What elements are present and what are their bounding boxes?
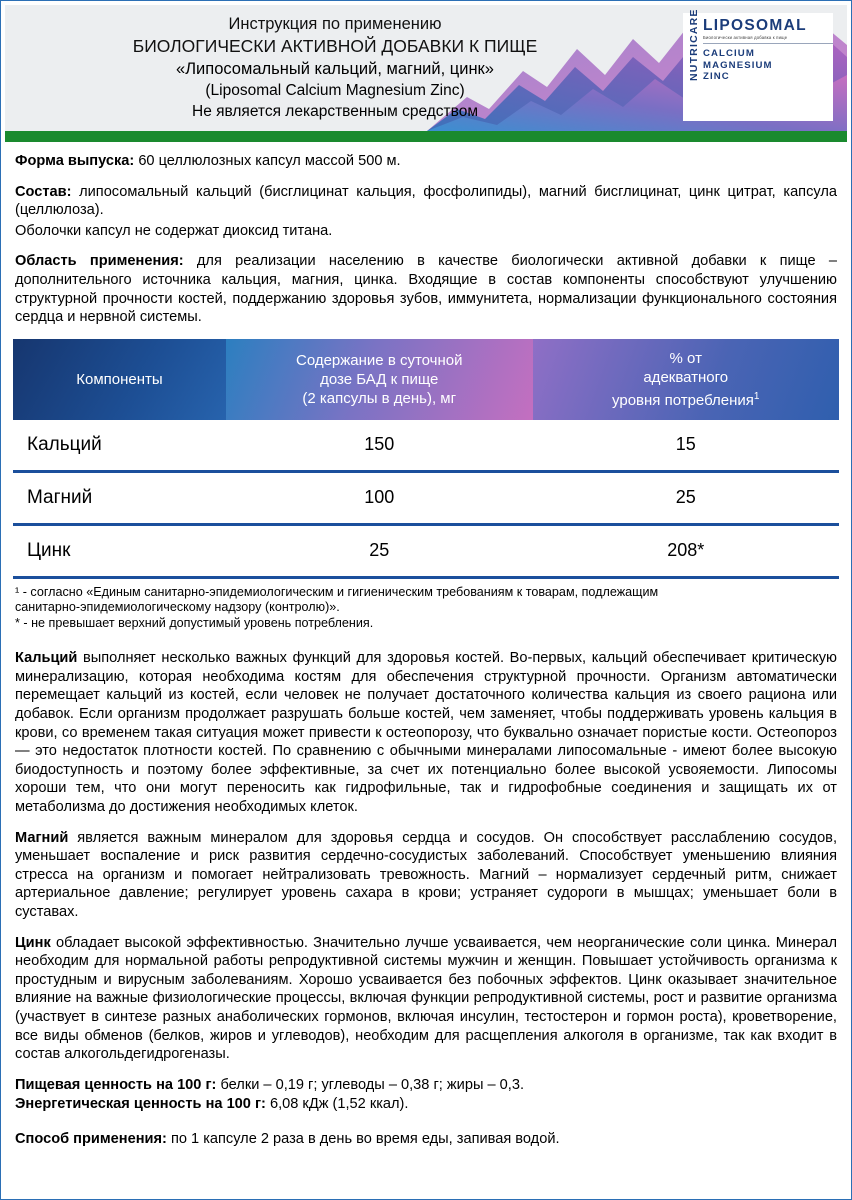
nutrition-table-head bbox=[13, 339, 839, 420]
document-footer-info bbox=[1, 1076, 851, 1149]
mineral-descriptions bbox=[1, 639, 851, 1063]
magnesium-label: Магний bbox=[15, 829, 69, 846]
nutrition-label: Пищевая ценность на 100 г: bbox=[15, 1076, 217, 1093]
zinc-text: обладает высокой эффективностью. Значительно лучше усваивается, чем неорганические соли цинка. Минерал необходим для нормальной работы репродуктивной системы мужчин и женщин. Повышает устойчивость организма к простудным и вирусным заболеваниям. Хорошо усваивается без побочных эффектов. Цинк оказывает значительное влияние на важные физиологические процессы, включая функции репродуктивной системы, рост и развитие организма (участвует в синтезе разных анаболических гормонов, включая инсулин, тестостерон и гормон роста), кроветворение, все виды обменов (белков, жиров и углеводов), необходим для расщепления алкоголя в организме, так как входит в состав алкогольдегидрогеназы. bbox=[15, 934, 837, 1063]
row-amount-zinc: 25 bbox=[226, 524, 533, 577]
green-separator-bar bbox=[5, 131, 847, 142]
calcium-paragraph bbox=[15, 649, 837, 816]
how-to-use-line bbox=[15, 1130, 837, 1149]
nutrition-table-wrap bbox=[13, 339, 839, 579]
table-header-row bbox=[13, 339, 839, 420]
document-body bbox=[1, 142, 851, 327]
energy-value: 6,08 кДж (1,52 ккал). bbox=[265, 1095, 409, 1112]
brand-vertical-wrap bbox=[683, 8, 703, 121]
row-name-zinc: Цинк bbox=[13, 524, 226, 577]
spacer bbox=[15, 1114, 837, 1122]
row-percent-zinc: 208* bbox=[533, 524, 840, 577]
brand-line-magnesium: MAGNESIUM bbox=[703, 59, 773, 71]
table-footnotes bbox=[1, 579, 851, 632]
brand-subtitle: Биологически активная добавка к пище bbox=[703, 35, 788, 40]
row-amount-magnesium: 100 bbox=[226, 471, 533, 524]
brand-ingredients bbox=[703, 48, 833, 83]
col-header-daily-dose bbox=[226, 339, 533, 420]
header-line-1: Инструкция по применению bbox=[228, 15, 442, 33]
brand-title: LIPOSOMAL bbox=[703, 17, 807, 34]
usage-area-value: для реализации населению в качестве биологически активной добавки к пище – дополнительного источника кальция, магния, цинка. Входящие в состав компоненты способствуют улучшению структурной прочности костей, поддержанию здоровья зубов, иммунитета, нормализации функционального состояния сердца и нервной системы. bbox=[15, 253, 837, 326]
energy-label: Энергетическая ценность на 100 г: bbox=[15, 1095, 266, 1112]
how-to-use-value: по 1 капсуле 2 раза в день во время еды, запивая водой. bbox=[166, 1130, 560, 1147]
header-title-block bbox=[15, 5, 655, 122]
brand-divider bbox=[703, 43, 833, 44]
col-header-percent-l3-text: уровня потребления bbox=[612, 391, 754, 409]
table-row bbox=[13, 524, 839, 577]
col-header-percent-l1: % от bbox=[669, 349, 702, 367]
form-paragraph bbox=[15, 152, 837, 171]
spacer bbox=[15, 1122, 837, 1130]
col-header-components: Компоненты bbox=[13, 339, 226, 420]
composition-extra: Оболочки капсул не содержат диоксид титана. bbox=[15, 222, 333, 239]
nutrition-value-line bbox=[15, 1076, 837, 1095]
calcium-text: выполняет несколько важных функций для здоровья костей. Во-первых, кальций обеспечивает критическую минерализацию, которая необходима костям для обеспечения структурной прочности. Организм автоматически перемещает кальций из костей, если человек не получает достаточного количества кальция из своего рациона или добавок. Если организм продолжает разрушать больше костей, чем заменяет, чтобы поддерживать уровень кальция в крови, со временем такая ситуация может привести к остеопорозу, что буквально означает пористые кости. Остеопороз — это недостаток плотности костей. По сравнению с обычными минералами липосомальные - имеют более высокую биодоступность и поэтому более эффективные, за счет их потенциально более высокой усвояемости. Липосомы хороши тем, что они могут переносить как гидрофильные, так и гидрофобные соединения и защищать их от метаболизма до достижения необходимых клеток. bbox=[15, 650, 837, 815]
brand-line-calcium: CALCIUM bbox=[703, 48, 755, 59]
brand-logo bbox=[683, 8, 833, 121]
magnesium-text: является важным минералом для здоровья сердца и сосудов. Он способствует расслаблению сосудов, уменьшает воспаление и риск развития сердечно-сосудистых заболеваний. Способствует уменьшению влияния стресса на организм и помогает нейтрализовать тревожность. Магний – нормализует сердечный ритм, снижает артериальное давление; регулирует уровень сахара в крови; устраняет судороги в мышцах; уменьшает боли в суставах. bbox=[15, 829, 837, 920]
col-header-daily-dose-l3: (2 капсулы в день), мг bbox=[302, 389, 457, 407]
col-header-percent-adequate bbox=[533, 339, 840, 420]
header-line-5: Не является лекарственным средством bbox=[192, 103, 478, 120]
footnote-marker-1: 1 bbox=[753, 390, 760, 402]
composition-value: липосомальный кальций (бисглицинат кальция, фосфолипиды), магний бисглицинат, цинк цитрат, капсула (целлюлоза). bbox=[15, 183, 837, 219]
how-to-use-label: Способ применения: bbox=[15, 1130, 167, 1147]
row-name-calcium: Кальций bbox=[13, 420, 226, 472]
brand-vertical-text: NUTRICARE bbox=[688, 8, 700, 81]
footnote-1-line-1: ¹ - согласно «Единым санитарно-эпидемиологическим и гигиеническим требованиям к товарам, подлежащим bbox=[15, 584, 659, 599]
row-percent-calcium: 15 bbox=[533, 420, 840, 472]
brand-main bbox=[703, 13, 833, 121]
nutrition-table-body bbox=[13, 420, 839, 578]
footnote-1-line-2: санитарно-эпидемиологическому надзору (контролю)». bbox=[15, 600, 340, 615]
row-name-magnesium: Магний bbox=[13, 471, 226, 524]
nutrition-value: белки – 0,19 г; углеводы – 0,38 г; жиры – 0,3. bbox=[216, 1076, 524, 1093]
col-header-daily-dose-l2: дозе БАД к пище bbox=[320, 370, 439, 388]
calcium-label: Кальций bbox=[15, 650, 78, 667]
form-value: 60 целлюлозных капсул массой 500 м. bbox=[134, 153, 401, 169]
composition-paragraph bbox=[15, 183, 837, 220]
usage-area-paragraph bbox=[15, 252, 837, 326]
composition-label: Состав: bbox=[15, 183, 72, 200]
col-header-percent-l3 bbox=[537, 387, 836, 410]
nutrition-table bbox=[13, 339, 839, 579]
magnesium-paragraph bbox=[15, 829, 837, 922]
form-label: Форма выпуска: bbox=[15, 153, 135, 169]
brand-line-zinc: ZINC bbox=[703, 71, 730, 82]
footnote-2: * - не превышает верхний допустимый уровень потребления. bbox=[15, 615, 374, 630]
zinc-label: Цинк bbox=[15, 934, 51, 951]
table-row bbox=[13, 471, 839, 524]
header-line-3: «Липосомальный кальций, магний, цинк» bbox=[176, 60, 494, 78]
table-row bbox=[13, 420, 839, 472]
zinc-paragraph bbox=[15, 934, 837, 1064]
energy-value-line bbox=[15, 1095, 837, 1114]
row-amount-calcium: 150 bbox=[226, 420, 533, 472]
usage-area-label: Область применения: bbox=[15, 253, 184, 270]
spacer bbox=[1, 631, 851, 639]
row-percent-magnesium: 25 bbox=[533, 471, 840, 524]
header-line-4: (Liposomal Calcium Magnesium Zinc) bbox=[205, 82, 465, 99]
document-header bbox=[5, 5, 847, 131]
col-header-percent-l2: адекватного bbox=[643, 368, 729, 386]
col-header-daily-dose-l1: Содержание в суточной bbox=[295, 351, 463, 369]
header-line-2: БИОЛОГИЧЕСКИ АКТИВНОЙ ДОБАВКИ К ПИЩЕ bbox=[132, 36, 538, 56]
